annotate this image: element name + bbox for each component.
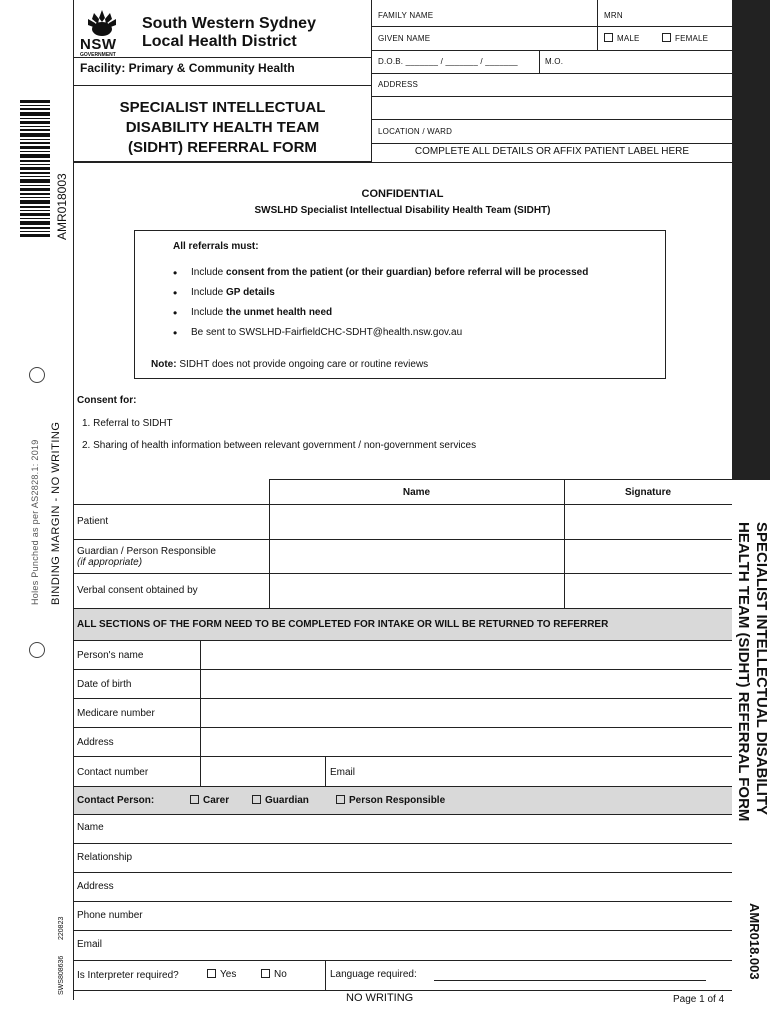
barcode: [20, 100, 50, 240]
punch-hole-top: [29, 367, 45, 383]
family-name-label: FAMILY NAME: [378, 11, 434, 20]
verbal-signature-field[interactable]: [566, 575, 730, 606]
col-header-name: Name: [402, 487, 431, 498]
referral-item: • Be sent to SWSLHD-FairfieldCHC-SDHT@health.nsw.gov.au: [173, 327, 663, 347]
holes-punched-text: Holes Punched as per AS2828.1: 2019: [30, 439, 40, 605]
nsw-logo-text: NSW: [80, 36, 117, 53]
carer-checkbox-box[interactable]: [190, 795, 199, 804]
female-checkbox-box[interactable]: [662, 33, 671, 42]
person-responsible-checkbox[interactable]: [336, 795, 445, 806]
guardian-label: Guardian: [265, 795, 309, 806]
referrals-box: [134, 230, 666, 379]
referral-item: • Include the unmet health need: [173, 307, 663, 327]
dob-label: D.O.B. _______ / _______ / _______: [378, 57, 518, 66]
guardian-checkbox[interactable]: [252, 795, 309, 806]
contact-number-field[interactable]: [202, 758, 324, 785]
date-code: 220823: [58, 916, 65, 940]
address-label: ADDRESS: [378, 80, 419, 89]
patient-signature-field[interactable]: [566, 506, 730, 537]
contact-number-label: Contact number: [77, 767, 149, 778]
col-header-signature: Signature: [624, 487, 672, 498]
referrals-list: [173, 267, 663, 347]
org-name-line2: Local Health District: [142, 33, 297, 50]
consent-item-1: 1. Referral to SIDHT: [82, 418, 173, 429]
requirements-banner-text: ALL SECTIONS OF THE FORM NEED TO BE COMPLETED FOR INTAKE OR WILL BE RETURNED TO REFERRER: [77, 619, 609, 630]
contact-name-field[interactable]: [150, 816, 730, 842]
form-title-line2: DISABILITY HEALTH TEAM: [125, 119, 320, 136]
form-title-line1: SPECIALIST INTELLECTUAL: [119, 99, 326, 116]
note-text: SIDHT does not provide ongoing care or routine reviews: [176, 359, 429, 370]
guardian-signature-field[interactable]: [566, 541, 730, 571]
complete-details-note: COMPLETE ALL DETAILS OR AFFIX PATIENT LABEL HERE: [414, 146, 690, 157]
contact-email-label: Email: [77, 939, 103, 950]
sidht-subtitle: SWSLHD Specialist Intellectual Disability Health Team (SIDHT): [254, 205, 551, 216]
interpreter-yes-checkbox[interactable]: [207, 969, 236, 980]
person-responsible-label: Person Responsible: [349, 795, 446, 806]
referral-item: • Include GP details: [173, 287, 663, 307]
medicare-label: Medicare number: [77, 708, 155, 719]
punch-hole-bottom: [29, 642, 45, 658]
sws-code: SWS808636: [58, 955, 65, 995]
medicare-field[interactable]: [202, 700, 730, 726]
guardian-name-field[interactable]: [271, 541, 562, 571]
row-guardian-sublabel: (if appropriate): [77, 557, 143, 568]
verbal-name-field[interactable]: [271, 575, 562, 606]
email-field[interactable]: [360, 758, 730, 785]
relationship-label: Relationship: [77, 852, 133, 863]
nsw-government-text: GOVERNMENT: [80, 52, 116, 58]
relationship-field[interactable]: [150, 845, 730, 871]
binding-margin-text: BINDING MARGIN - NO WRITING: [50, 421, 62, 605]
mo-label: M.O.: [545, 57, 564, 66]
no-writing-footer: NO WRITING: [346, 992, 414, 1004]
contact-address-label: Address: [77, 881, 114, 892]
form-title-line3: (SIDHT) REFERRAL FORM: [128, 139, 317, 156]
no-checkbox-box[interactable]: [261, 969, 270, 978]
persons-name-field[interactable]: [202, 642, 730, 668]
language-required-label: Language required:: [330, 969, 417, 980]
carer-checkbox[interactable]: [190, 795, 229, 806]
barcode-code: AMR018003: [55, 173, 69, 240]
interpreter-no-checkbox[interactable]: [261, 969, 287, 980]
right-form-code: AMR018.003: [747, 903, 762, 980]
contact-name-label: Name: [77, 822, 104, 833]
contact-person-label: Contact Person:: [77, 795, 155, 806]
referrals-note: [151, 359, 428, 370]
no-label: No: [274, 969, 287, 980]
waratah-icon: [80, 8, 124, 38]
consent-heading: Consent for:: [77, 395, 137, 406]
address-field[interactable]: [202, 729, 730, 755]
dob-field[interactable]: [202, 671, 730, 697]
male-checkbox-box[interactable]: [604, 33, 613, 42]
given-name-label: GIVEN NAME: [378, 34, 431, 43]
row-patient-label: Patient: [77, 516, 109, 527]
form-title: [75, 98, 370, 158]
consent-item-2: 2. Sharing of health information between relevant government / non-government services: [82, 440, 477, 451]
right-color-bar: [732, 0, 770, 480]
right-title-line1: SPECIALIST INTELLECTUAL DISABILITY: [753, 522, 770, 816]
female-checkbox[interactable]: [662, 33, 708, 43]
email-label: Email: [330, 767, 356, 778]
dob-field-label: Date of birth: [77, 679, 132, 690]
contact-email-field[interactable]: [120, 932, 730, 959]
person-responsible-checkbox-box[interactable]: [336, 795, 345, 804]
phone-number-label: Phone number: [77, 910, 143, 921]
mrn-label: MRN: [604, 11, 623, 20]
female-label: FEMALE: [675, 34, 709, 43]
phone-number-field[interactable]: [160, 903, 730, 929]
yes-label: Yes: [220, 969, 237, 980]
patient-name-field[interactable]: [271, 506, 562, 537]
location-ward-label: LOCATION / WARD: [378, 127, 453, 136]
org-name-line1: South Western Sydney: [142, 15, 316, 32]
nsw-logo: [80, 8, 124, 56]
page-number: Page 1 of 4: [673, 994, 725, 1005]
row-verbal-label: Verbal consent obtained by: [77, 585, 198, 596]
persons-name-label: Person's name: [77, 650, 144, 661]
row-guardian-label: Guardian / Person Responsible: [77, 546, 216, 557]
right-title-line2: HEALTH TEAM (SIDHT) REFERRAL FORM: [735, 522, 752, 822]
referral-item: • Include consent from the patient (or their guardian) before referral will be processed: [173, 267, 663, 287]
carer-label: Carer: [203, 795, 230, 806]
interpreter-label: Is Interpreter required?: [77, 970, 179, 981]
language-required-field[interactable]: [434, 966, 706, 981]
contact-address-field[interactable]: [150, 874, 730, 900]
male-label: MALE: [617, 34, 640, 43]
yes-checkbox-box[interactable]: [207, 969, 216, 978]
male-checkbox[interactable]: [604, 33, 640, 43]
note-label: Note:: [151, 359, 177, 370]
referrals-heading: All referrals must:: [173, 241, 259, 252]
address-field-label: Address: [77, 737, 114, 748]
facility-label: Facility: Primary & Community Health: [80, 61, 295, 75]
guardian-checkbox-box[interactable]: [252, 795, 261, 804]
confidential-heading: CONFIDENTIAL: [361, 188, 444, 200]
